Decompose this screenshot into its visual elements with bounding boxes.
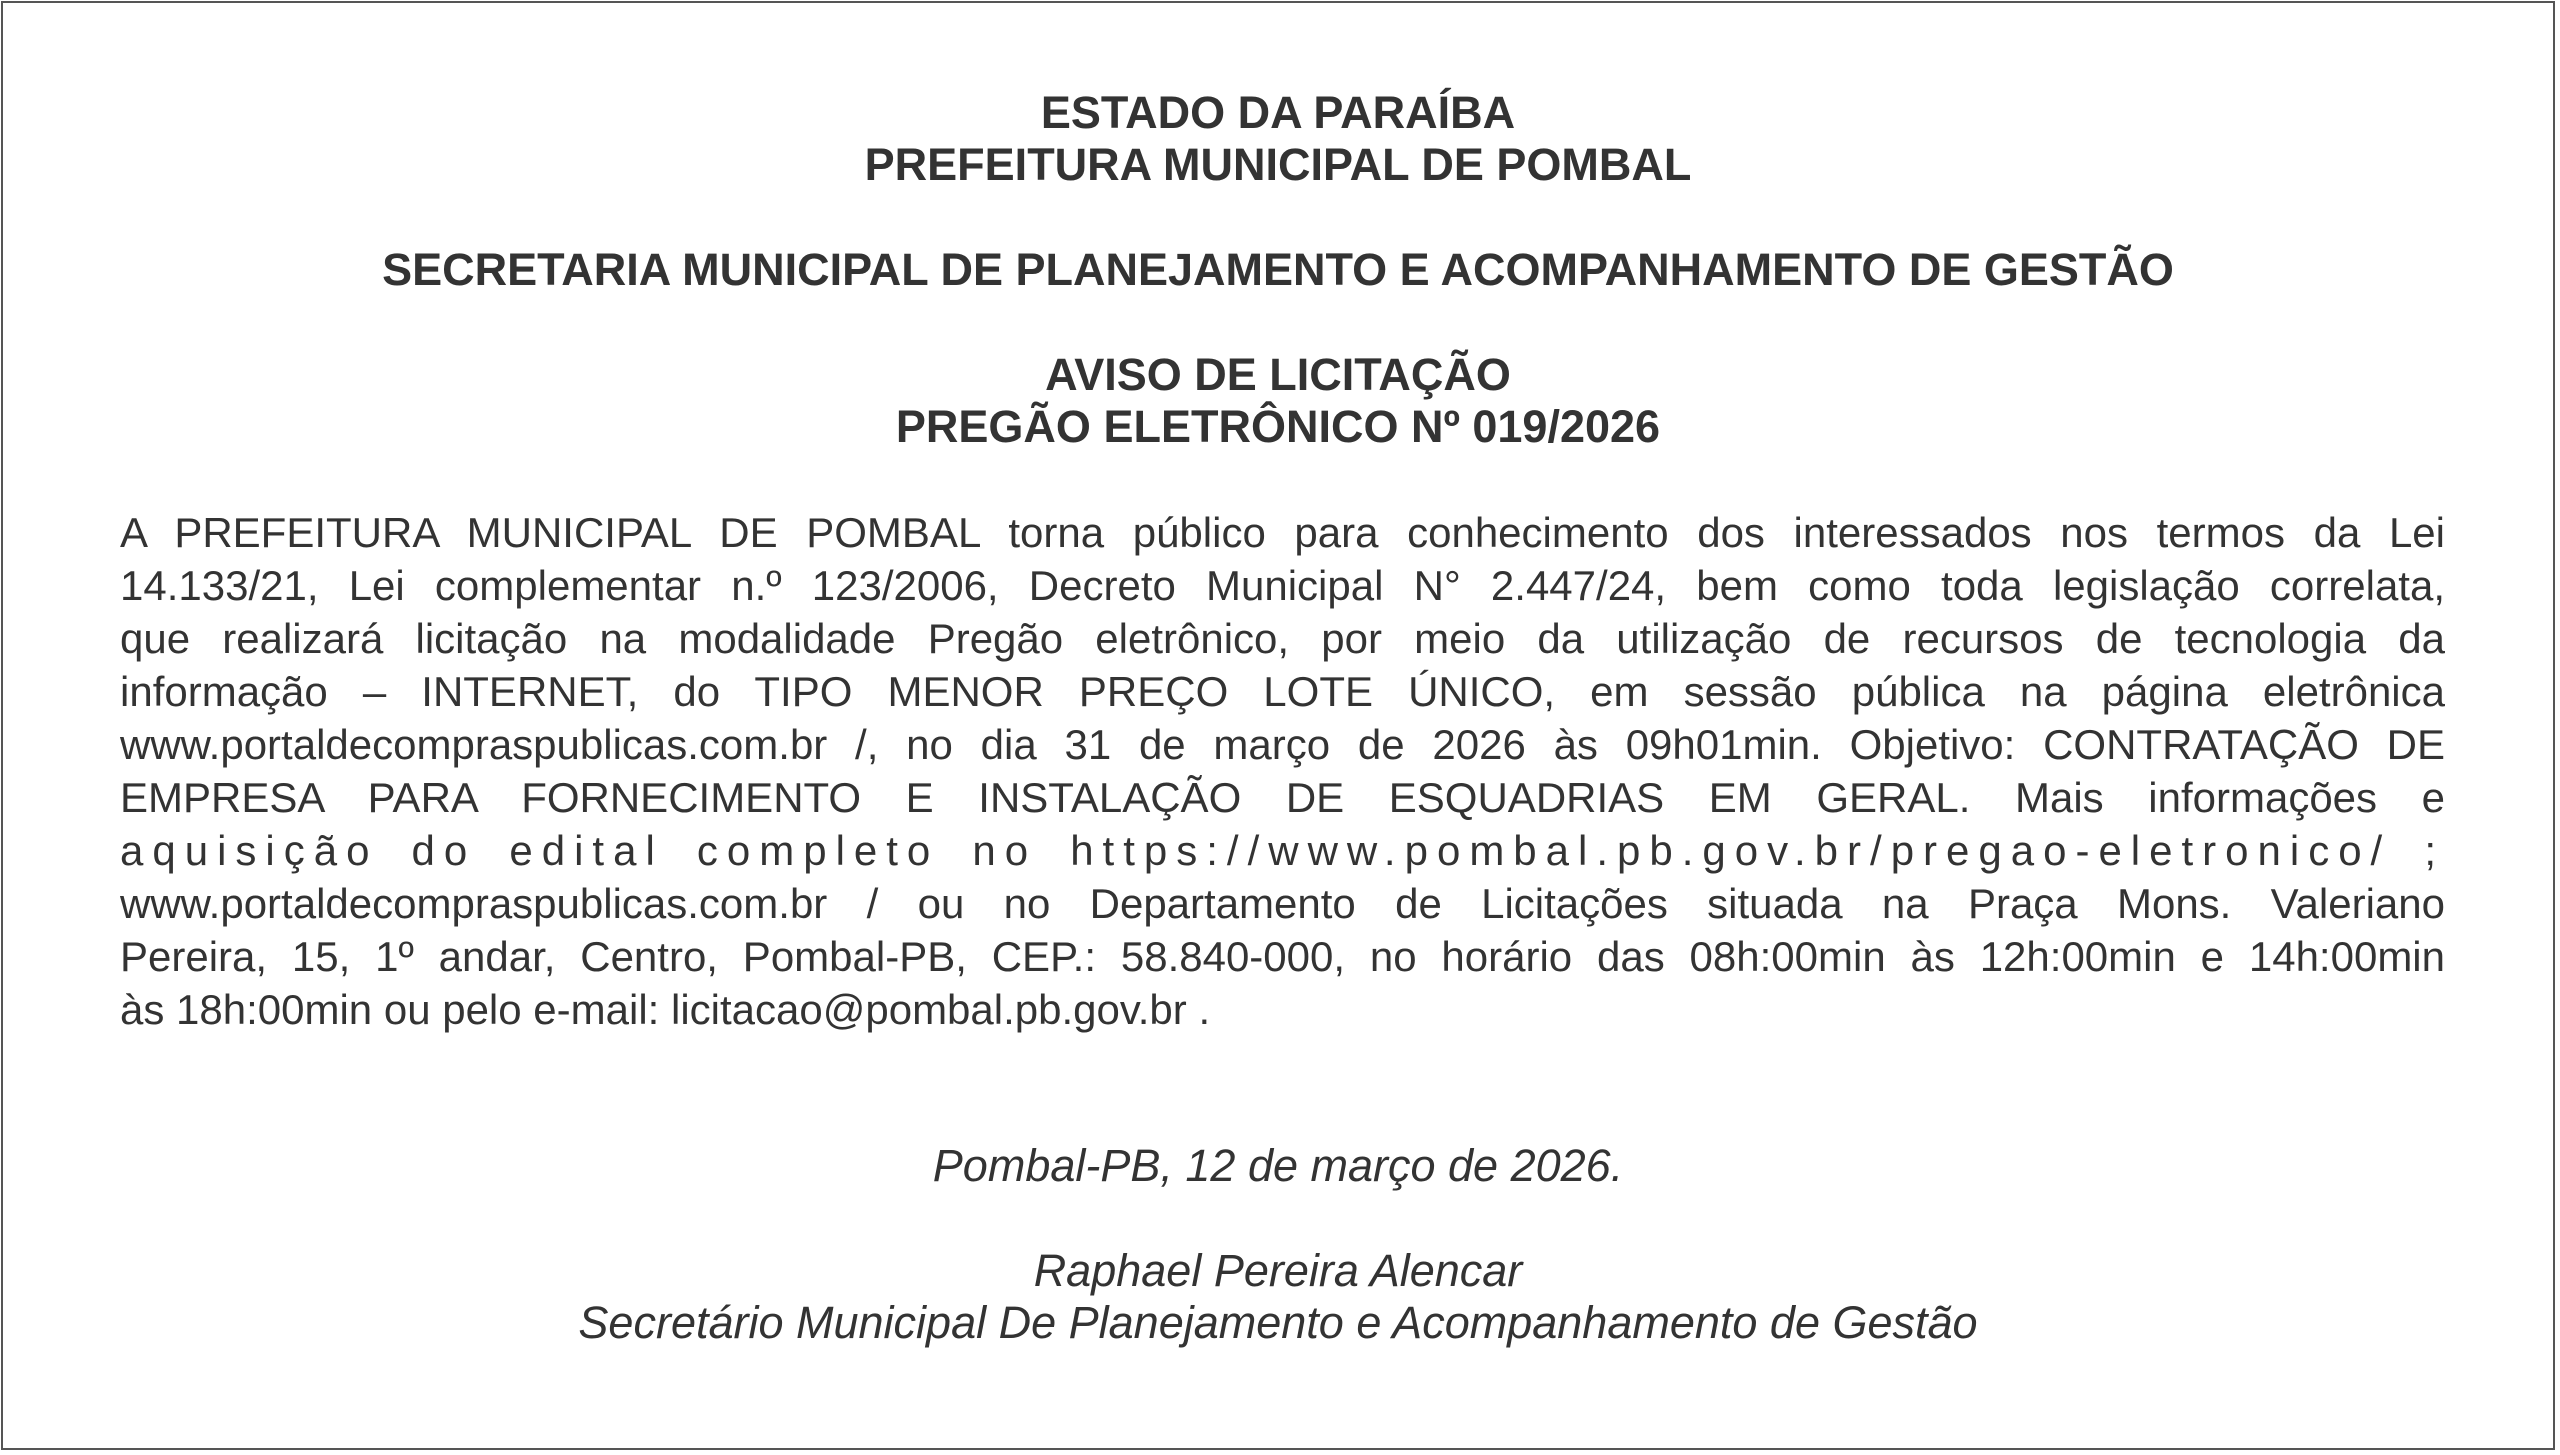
body-line: A PREFEITURA MUNICIPAL DE POMBAL torna público para conhecimento dos interessados nos termos da Lei	[120, 509, 2445, 556]
body-line: aquisição do edital completo no https://www.pombal.pb.gov.br/pregao-eletronico/ ;	[120, 827, 2445, 874]
body-line: 14.133/21, Lei complementar n.º 123/2006, Decreto Municipal N° 2.447/24, bem como toda legislação correlata,	[120, 562, 2445, 609]
body-line: www.portaldecompraspublicas.com.br /, no dia 31 de março de 2026 às 09h01min. Objetivo: CONTRATAÇÃO DE	[120, 721, 2445, 768]
body-line: Pereira, 15, 1º andar, Centro, Pombal-PB, CEP.: 58.840-000, no horário das 08h:00min às 12h:00min e 14h:00min	[120, 933, 2445, 980]
notice-number: PREGÃO ELETRÔNICO Nº 019/2026	[895, 401, 1661, 452]
notice-body	[120, 506, 2445, 1036]
body-line: www.portaldecompraspublicas.com.br / ou no Departamento de Licitações situada na Praça Mons. Valeriano	[120, 880, 2445, 927]
municipality-heading: PREFEITURA MUNICIPAL DE POMBAL	[864, 139, 1692, 190]
notice-title: AVISO DE LICITAÇÃO	[1045, 349, 1511, 400]
signatory-name: Raphael Pereira Alencar	[1033, 1245, 1523, 1296]
place-date: Pombal-PB, 12 de março de 2026.	[932, 1140, 1624, 1191]
state-heading: ESTADO DA PARAÍBA	[1040, 87, 1516, 138]
body-line: às 18h:00min ou pelo e-mail: licitacao@pombal.pb.gov.br .	[120, 986, 1211, 1033]
body-line: que realizará licitação na modalidade Pregão eletrônico, por meio da utilização de recursos de tecnologia da	[120, 615, 2445, 662]
notice-frame	[1, 1, 2555, 1450]
signatory-title: Secretário Municipal De Planejamento e Acompanhamento de Gestão	[578, 1297, 1978, 1348]
body-line: informação – INTERNET, do TIPO MENOR PREÇO LOTE ÚNICO, em sessão pública na página eletrônica	[120, 668, 2445, 715]
body-line: EMPRESA PARA FORNECIMENTO E INSTALAÇÃO DE ESQUADRIAS EM GERAL. Mais informações e	[120, 774, 2445, 821]
secretariat-heading: SECRETARIA MUNICIPAL DE PLANEJAMENTO E ACOMPANHAMENTO DE GESTÃO	[382, 244, 2174, 295]
